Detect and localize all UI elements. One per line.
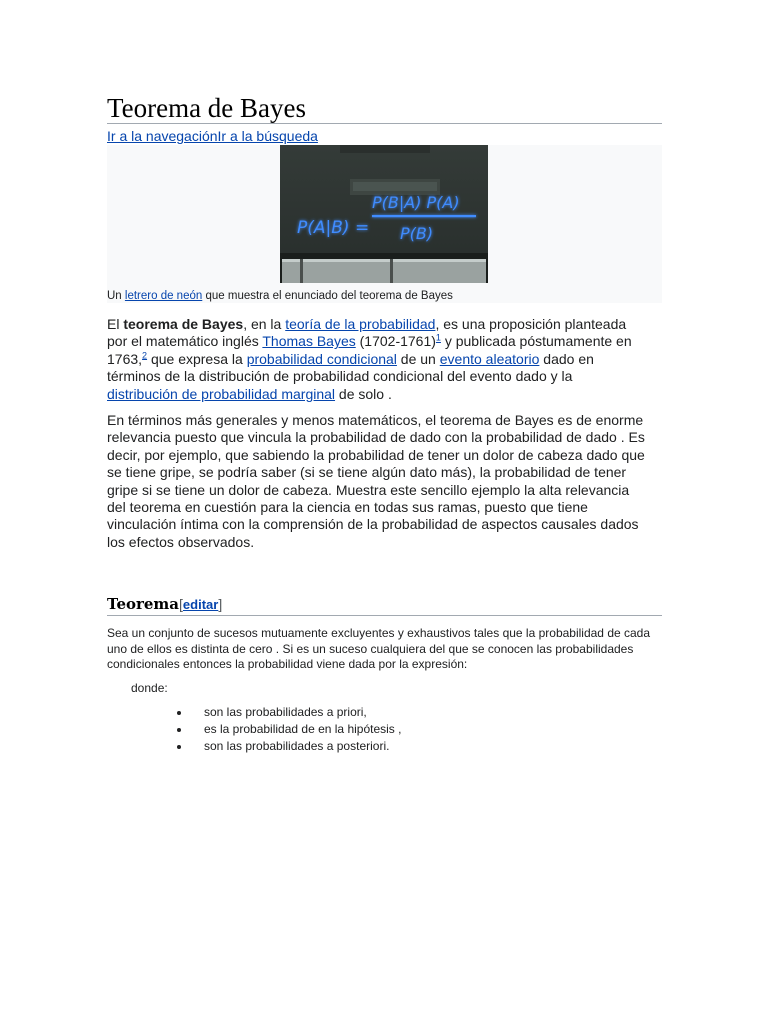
- neon-fraction-bar: [372, 215, 476, 217]
- section-heading: Teorema[editar]: [107, 595, 223, 613]
- edit-section-link[interactable]: editar: [182, 597, 219, 612]
- definitions-list: [177, 704, 401, 755]
- neon-denominator: P(B): [400, 224, 434, 243]
- bold-term: teorema de Bayes: [123, 316, 244, 332]
- conditional-probability-link[interactable]: probabilidad condicional: [246, 350, 397, 367]
- neon-sign-image[interactable]: [280, 145, 488, 283]
- jump-links: [107, 128, 318, 145]
- thomas-bayes-link[interactable]: Thomas Bayes: [262, 333, 356, 350]
- reference-1-link[interactable]: 1: [435, 332, 441, 343]
- neon-sign-link[interactable]: letrero de neón: [124, 290, 203, 302]
- reference-2-link[interactable]: 2: [142, 350, 148, 361]
- figure: [107, 145, 662, 303]
- intro-paragraph: El teorema de Bayes, en la teoría de la probabilidad, es una proposición planteada por el matemático inglés Thomas Bayes (1702-1761)$^1$ y publicada póstumamente en 1763,$^2$ que expresa la probabilidad condicional de un evento aleatorio dado en términos de la distribución de probabilidad condicional del evento dado y la distribución de probabilidad marginal de solo .: [107, 316, 632, 402]
- neon-numerator: P(B|A) P(A): [372, 193, 460, 212]
- title-divider: [107, 123, 662, 124]
- figure-caption: Un letrero de neón que muestra el enunciado del teorema de Bayes: [107, 290, 453, 302]
- jump-to-navigation-link[interactable]: Ir a la navegación: [107, 128, 218, 144]
- jump-to-search-link[interactable]: Ir a la búsqueda: [217, 128, 318, 144]
- section-divider: [107, 615, 662, 616]
- random-event-link[interactable]: evento aleatorio: [439, 350, 540, 367]
- section-body: Sea un conjunto de sucesos mutuamente excluyentes y exhaustivos tales que la probabilidad de cada uno de ellos es distinta de cero . Si es un suceso cualquiera del que se conocen las probabilidades condicionales entonces la probabilidad viene dada por la expresión:: [107, 626, 651, 671]
- probability-theory-link[interactable]: teoría de la probabilidad: [285, 316, 436, 332]
- second-paragraph: En términos más generales y menos matemáticos, el teorema de Bayes es de enorme relevancia puesto que vincula la probabilidad de dado con la probabilidad de dado . Es decir, por ejemplo, que sabiendo la probabilidad de tener un dolor de cabeza dado que se tiene gripe, se podría saber (si se tiene algún dato más), la probabilidad de tener gripe si se tiene un dolor de cabeza. Muestra este sencillo ejemplo la alta relevancia del teorema en cuestión para la ciencia en todas sus ramas, puesto que tiene vinculación íntima con la comprensión de la probabilidad de aspectos causales dados los efectos observados.: [107, 412, 645, 550]
- list-item: es la probabilidad de en la hipótesis ,: [177, 721, 401, 738]
- donde-label: donde:: [131, 681, 168, 695]
- neon-lhs: P(A|B) =: [297, 218, 370, 238]
- page-title: Teorema de Bayes: [107, 93, 307, 123]
- neon-sign-photo: [280, 145, 488, 283]
- marginal-distribution-link[interactable]: distribución de probabilidad marginal: [107, 385, 336, 402]
- list-item: son las probabilidades a priori,: [177, 704, 401, 721]
- list-item: son las probabilidades a posteriori.: [177, 738, 401, 755]
